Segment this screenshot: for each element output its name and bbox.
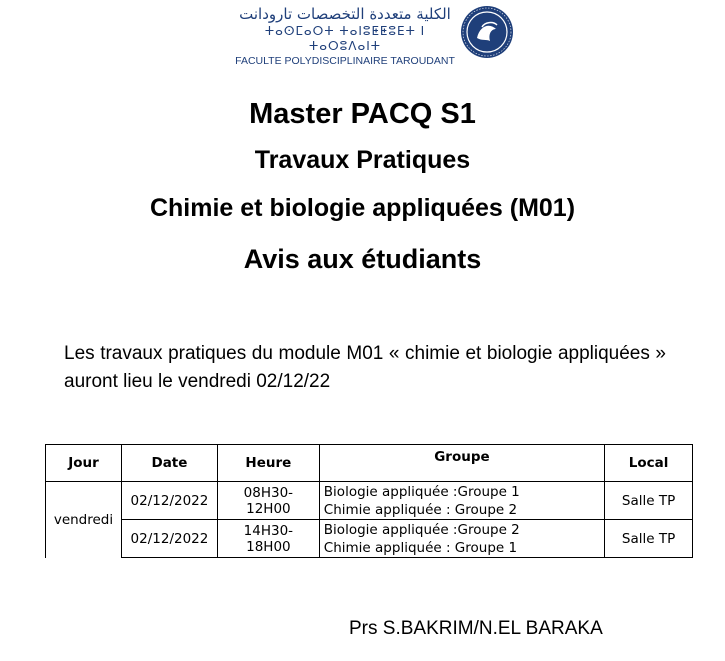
header-heure: Heure (217, 445, 319, 482)
faculty-header (234, 4, 514, 67)
cell-groupe (319, 520, 604, 558)
title-notice: Avis aux étudiants (243, 244, 482, 274)
title-type: Travaux Pratiques (254, 146, 471, 174)
table-row (46, 482, 693, 520)
cell-local: Salle TP (605, 520, 693, 558)
groupe-line: Chimie appliquée : Groupe 2 (323, 501, 518, 518)
faculty-name-tifinagh: ⵜⴰⵙⵎⴰⵔⵜ ⵜⴰⵏⵓⵟⵟⵓⴹⵜ ⵏ ⵜⴰⵔⵓⴷⴰⵏⵜ (264, 24, 426, 53)
title-block (0, 92, 725, 286)
faculty-name-arabic: الكلية متعددة التخصصات تارودانت (239, 5, 451, 23)
notice-paragraph: Les travaux pratiques du module M01 « chimie et biologie appliquées » auront lieu le vendredi 02/12/22 (64, 343, 666, 392)
table-header-row (46, 445, 693, 482)
groupe-line: Biologie appliquée :Groupe 1 (323, 483, 520, 500)
cell-local: Salle TP (605, 482, 693, 520)
cell-jour: vendredi (46, 482, 122, 558)
cell-date: 02/12/2022 (121, 520, 217, 558)
table-row (46, 520, 693, 558)
title-program: Master PACQ S1 (249, 98, 476, 130)
header-local: Local (605, 445, 693, 482)
signature: Prs S.BAKRIM/N.EL BARAKA (349, 618, 603, 639)
faculty-name-latin: FACULTE POLYDISCIPLINAIRE TAROUDANT (235, 55, 455, 67)
cell-date: 02/12/2022 (121, 482, 217, 520)
faculty-seal-logo-icon (460, 5, 514, 59)
title-module: Chimie et biologie appliquées (M01) (149, 194, 576, 222)
header-jour: Jour (46, 445, 122, 482)
groupe-line: Chimie appliquée : Groupe 1 (323, 539, 518, 556)
cell-heure: 14H30-18H00 (217, 520, 319, 558)
schedule-table (45, 444, 693, 558)
cell-groupe (319, 482, 604, 520)
cell-heure: 08H30-12H00 (217, 482, 319, 520)
faculty-name-block (234, 4, 456, 68)
groupe-line: Biologie appliquée :Groupe 2 (323, 521, 520, 538)
header-groupe: Groupe (319, 445, 604, 482)
header-date: Date (121, 445, 217, 482)
